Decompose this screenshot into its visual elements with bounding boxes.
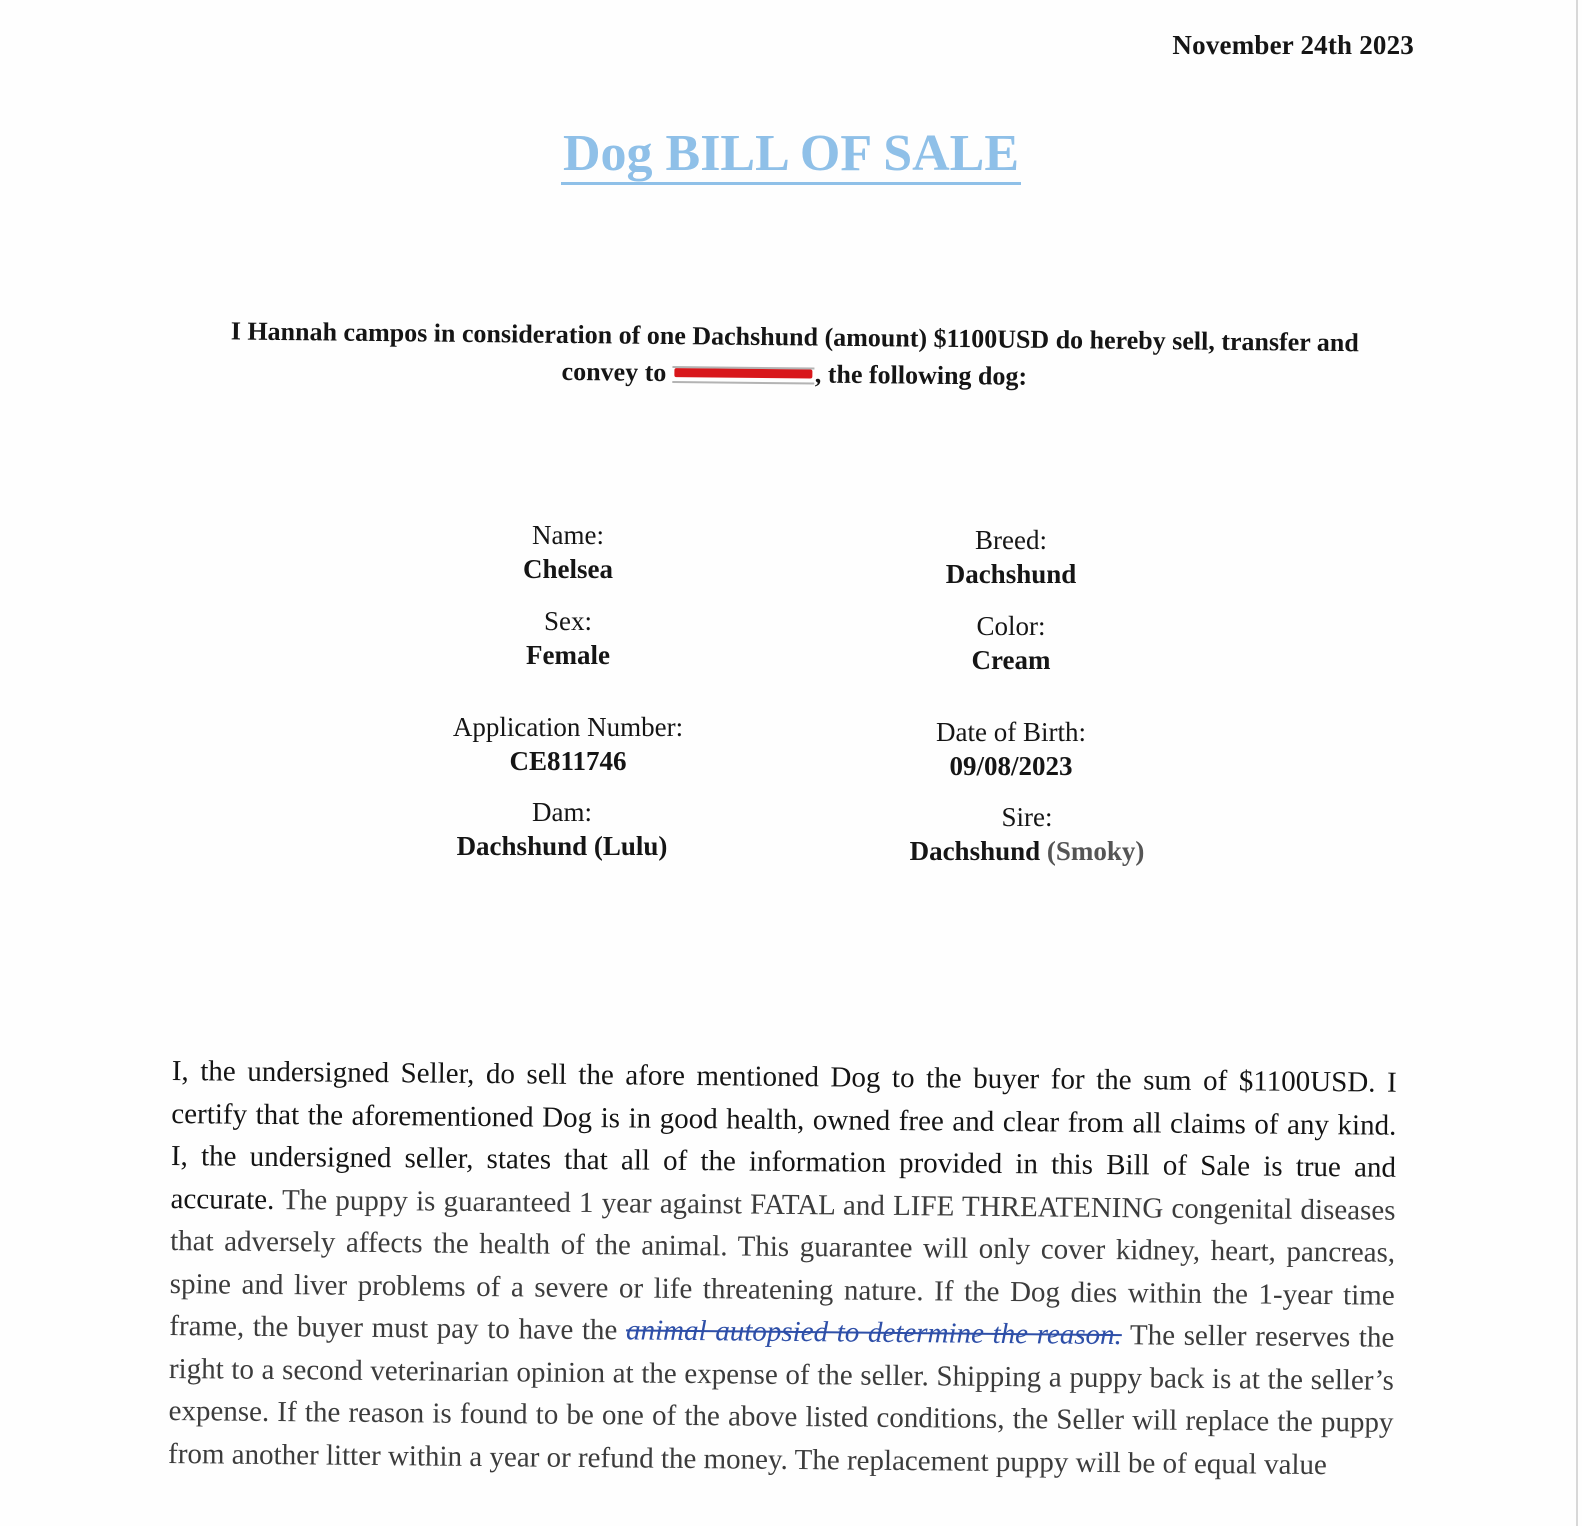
field-breed — [841, 523, 1181, 591]
terms-part-replacement: The seller reserves the right to a second veterinarian opinion at the expense of the seller. Shipping a puppy back is at the seller’s expense. If the reason is found to be one of the above listed conditions, the Seller will replace the puppy from another litter within a year or refund the money. The replacement puppy will be of equal value — [167, 1319, 1395, 1481]
redacted-buyer-name — [673, 362, 815, 385]
field-breed-label: Breed: — [975, 525, 1047, 555]
field-sex-label: Sex: — [543, 606, 592, 636]
field-sire-value-extra: (Smoky) — [1046, 836, 1145, 866]
document-date: November 24th 2023 — [1172, 30, 1414, 60]
field-sire-value — [857, 834, 1197, 868]
terms-part-seller-certification: I, the undersigned Seller, do sell the afore mentioned Dog to the buyer for the sum of $1100USD. I certify that the aforementioned Dog is in good health, owned free and clear from all claims of any kind. I, the undersigned seller, states that all of the information provided in this Bill of Sale is true and accurate. — [170, 1054, 1397, 1216]
field-dam — [392, 795, 732, 863]
terms-part-guarantee: The puppy is guaranteed 1 year against FATAL and LIFE THREATENING congenital diseases that adversely affects the health of the animal. This guarantee will only cover kidney, heart, pancreas, spine and liver problems of a severe or life threatening nature. If the Dog dies within the 1-year time frame, the buyer must pay to have the — [169, 1183, 1396, 1347]
document-title — [0, 124, 1582, 185]
field-breed-value: Dachshund — [945, 559, 1077, 589]
field-name-value: Chelsea — [523, 554, 613, 584]
field-name — [398, 518, 738, 586]
field-date-of-birth-value: 09/08/2023 — [949, 751, 1073, 781]
field-sire — [857, 800, 1197, 868]
field-color-value: Cream — [971, 645, 1051, 675]
field-application-number-label: Application Number: — [452, 712, 684, 742]
field-name-label: Name: — [532, 520, 604, 550]
terms-paragraph — [168, 1050, 1397, 1487]
field-color — [841, 609, 1181, 677]
field-dam-value: Dachshund (Lulu) — [456, 831, 668, 861]
field-dam-label: Dam: — [532, 797, 592, 827]
field-sex-value: Female — [526, 640, 610, 670]
title-text: Dog BILL OF SALE — [561, 127, 1021, 185]
field-sex — [398, 604, 738, 672]
page-edge-shadow — [1576, 0, 1578, 1526]
field-color-label: Color: — [976, 611, 1046, 641]
field-date-of-birth-label: Date of Birth: — [936, 717, 1086, 747]
terms-part-struck-handwritten: animal autopsied to determine the reason. — [625, 1314, 1122, 1352]
intro-text-start: I Hannah campos in consideration of one Dachshund (amount) $1100USD do hereby sell, transfer and convey to — [230, 316, 1359, 388]
field-sire-label: Sire: — [1001, 802, 1053, 832]
intro-paragraph — [189, 312, 1400, 399]
field-application-number-value: CE811746 — [509, 746, 627, 776]
field-sire-value-main: Dachshund — [909, 836, 1047, 866]
field-date-of-birth — [841, 715, 1181, 783]
intro-text-end: , the following dog: — [814, 359, 1028, 391]
field-application-number — [398, 710, 738, 778]
